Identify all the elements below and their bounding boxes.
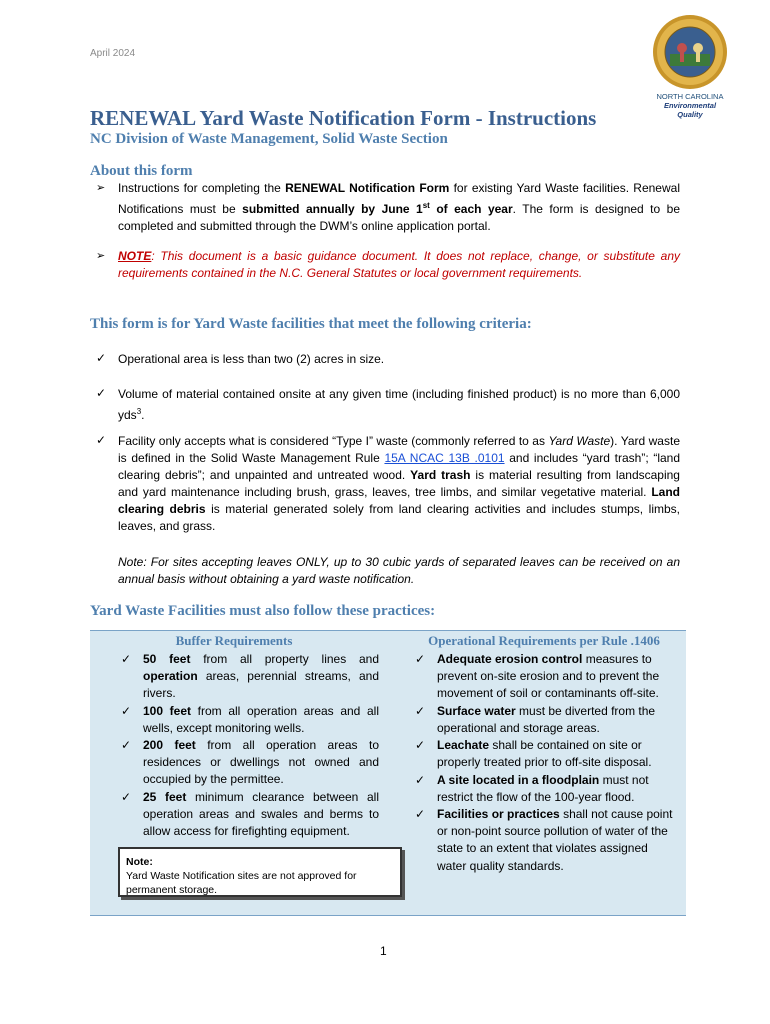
checkmark-icon: ✓ — [415, 738, 426, 752]
checkmark-icon: ✓ — [415, 652, 426, 666]
page-subtitle: NC Division of Waste Management, Solid Waste Section — [90, 131, 448, 147]
about-heading: About this form — [90, 163, 193, 179]
nc-deq-seal-logo — [652, 14, 728, 90]
storage-note-box — [118, 847, 402, 897]
checkmark-icon: ✓ — [415, 773, 426, 787]
ops-item: ✓ Adequate erosion control measures to prevent on-site erosion and to prevent the movement of soil or contaminants off-site. — [415, 652, 660, 701]
checkmark-icon: ✓ — [121, 652, 132, 666]
note-text: Yard Waste Notification sites are not approved for permanent storage. — [126, 870, 357, 896]
checkmark-icon: ✓ — [96, 433, 107, 447]
criteria-item-1: Operational area is less than two (2) acres in size. — [118, 352, 385, 366]
ops-item: ✓ A site located in a floodplain must not restrict the flow of the 100-year flood. — [415, 773, 649, 805]
logo-text-bottom: Environmental Quality — [663, 101, 717, 119]
checkmark-icon: ✓ — [96, 386, 107, 400]
about-paragraph: Instructions for completing the RENEWAL Notification Form for existing Yard Waste facilities. Renewal Notifications must be submitted annually by June 1st of each year. The form is designed to be completed and submitted through the DWM’s online application portal. — [118, 181, 681, 233]
practices-heading: Yard Waste Facilities must also follow these practices: — [90, 603, 436, 619]
criteria-heading: This form is for Yard Waste facilities that meet the following criteria: — [90, 316, 532, 332]
checkmark-icon: ✓ — [415, 807, 426, 821]
ops-item: ✓ Facilities or practices shall not cause point or non-point source pollution of water of the state to an extent that violates assigned water quality standards. — [415, 807, 673, 873]
criteria-note: Note: For sites accepting leaves ONLY, up to 30 cubic yards of separated leaves can be received on an annual basis without obtaining a yard waste notification. — [118, 555, 680, 586]
operational-requirements-heading: Operational Requirements per Rule .1406 — [428, 633, 660, 648]
checkmark-icon: ✓ — [96, 351, 107, 365]
buffer-item: ✓ 50 feet from all property lines and operation areas, perennial streams, and rivers. — [121, 652, 379, 701]
buffer-item: ✓ 200 feet from all operation areas to residences or dwellings not owned and occupied by the permittee. — [121, 738, 379, 787]
page-number: 1 — [380, 944, 387, 958]
checkmark-icon: ✓ — [121, 790, 132, 804]
page-title: RENEWAL Yard Waste Notification Form - Instructions — [90, 106, 597, 130]
buffer-requirements-heading: Buffer Requirements — [175, 633, 293, 648]
ops-item: ✓ Leachate shall be contained on site or properly treated prior to off-site disposal. — [415, 738, 652, 770]
checkmark-icon: ✓ — [415, 704, 426, 718]
document-date: April 2024 — [90, 48, 136, 59]
criteria-item-3: Facility only accepts what is considered “Type I” waste (commonly referred to as Yard Waste). Yard waste is defined in the Solid Waste Management Rule 15A NCAC 13B .0101 and includes “yard trash”; “land clearing debris”; and unpainted and untreated wood. Yard trash is material resulting from landscaping and yard maintenance including brush, grass, leaves, tree limbs, and similar vegetative material. Land clearing debris is material generated solely from land clearing activities and includes stumps, limbs, leaves, and grass. — [118, 434, 681, 533]
criteria-item-2: Volume of material contained onsite at any given time (including finished product) is no more than 6,000 yds$^3$. — [118, 387, 680, 422]
checkmark-icon: ✓ — [121, 738, 132, 752]
note-label: Note: — [126, 856, 153, 868]
logo-text-top: NORTH CAROLINA — [656, 92, 724, 101]
logo-caption — [652, 92, 728, 119]
rule-link[interactable]: 15A NCAC 13B .0101 — [384, 451, 505, 465]
checkmark-icon: ✓ — [121, 704, 132, 718]
arrow-bullet-icon: ➢ — [96, 182, 106, 194]
buffer-item: ✓ 25 feet minimum clearance between all operation areas and swales and berms to allow access for firefighting equipment. — [121, 790, 379, 839]
ops-item: ✓ Surface water must be diverted from the operational and storage areas. — [415, 704, 656, 736]
arrow-bullet-icon: ➢ — [96, 250, 106, 262]
buffer-item: ✓ 100 feet from all operation areas and all wells, except monitoring wells. — [121, 704, 379, 736]
about-note: NOTE: This document is a basic guidance document. It does not replace, change, or substitute any requirements contained in the N.C. General Statutes or local government requirements. — [118, 249, 680, 280]
